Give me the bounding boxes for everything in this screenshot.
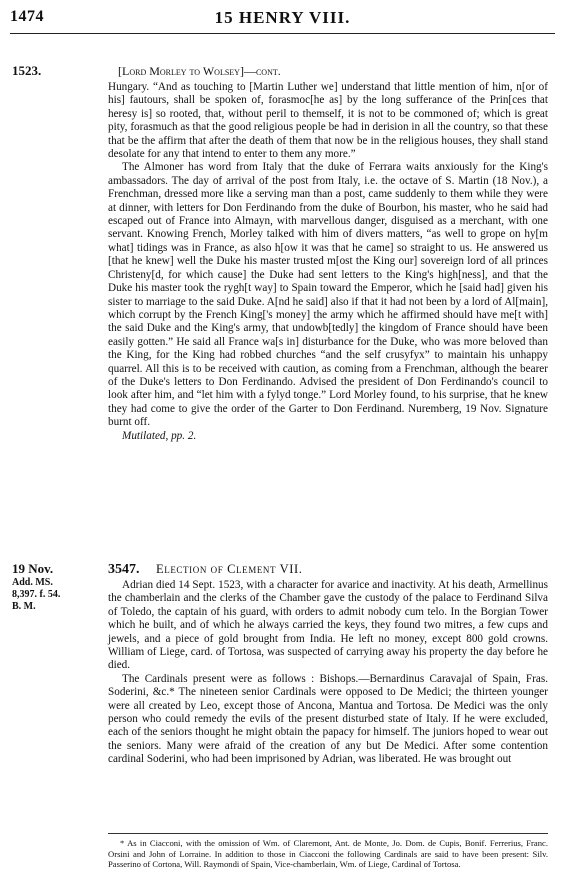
paragraph: The Cardinals present were as follows : Bishops.—Bernardinus Caravajal of Spain, Fras. Soderini, &c.* The nineteen senior Cardinals were opposed to De Medici; the thirteen younger were all created by Leo, except those of Ancona, Mantua and Tortosa. De Medici was the only person who could remedy the evils of the present disturbed state of Italy. If he were excluded, each of the seniors thought he might obtain the papacy for himself. The juniors hoped to wear out the seniors. Many were afraid of the creation of any but De Medici. After some contention cardinal Soderini, who had been imprisoned by Adrian, was liberated. He was brought out: [108, 672, 548, 766]
entry-ref-line: Add. MS.: [12, 577, 53, 588]
section-morley-letter: [108, 81, 548, 443]
footnote-rule: [108, 833, 548, 834]
section-election: [108, 579, 548, 767]
footnote: * As in Ciacconi, with the omission of Wm. of Claremont, Ant. de Monte, Jo. Dom. de Cupis, Bonif. Ferrerius, Franc. Orsini and John of Lorraine. In addition to those in Ciacconi the following Cardinals are said to have been present: Silv. Passerino of Cortona, Will. Raymondi of Spain, Vice-chamberlain, Wm. of Liege, Cardinal of Tortosa.: [108, 838, 548, 870]
margin-entry-info: [12, 562, 92, 613]
page-header: [10, 8, 555, 32]
running-head: 15 HENRY VIII.: [214, 8, 351, 27]
entry-date: 19 Nov.: [12, 561, 54, 576]
paragraph: Hungary. “And as touching to [Martin Luther we] understand that little mention of him, n[or of his] fautours, shall be spoken of, forasmoc[he as] by the long sufferance of the Prin[ces that heresy is] so rooted, that, without peril to themself, it is not to be commoned of; which is great pity, forasmuch as that the good religious people be had in derision in all the country, so that these that be the affirm that after the death of them that now be in the religious houses, they shall stand desolate for any that intend to enter to them any more.”: [108, 81, 548, 161]
entry-ref-line: B. M.: [12, 601, 36, 612]
entry-heading: [108, 562, 548, 578]
header-rule: [10, 33, 555, 34]
page-number: 1474: [10, 8, 44, 25]
entry-number: 3547.: [108, 562, 140, 577]
mutilated-note: Mutilated, pp. 2.: [122, 429, 197, 442]
paragraph: Adrian died 14 Sept. 1523, with a character for avarice and inactivity. At his death, Armellinus the chamberlain and the clerks of the Chamber gave the custody of the palace to Ferdinand Silva of Toledo, the captain of his guard, with orders to admit nobody cum telo. In the Borgian Tower which he built, and of which he always carried the keys, they found two mitres, a few cups and jewels, and a piece of gold brought from India. He left no money, except 800 gold crowns. William of Liege, card. of Tortosa, was suspected of carrying away his property the day before he died.: [108, 579, 548, 672]
entry-title: Election of Clement VII.: [156, 562, 303, 576]
paragraph: The Almoner has word from Italy that the duke of Ferrara waits anxiously for the King's ambassadors. The day of arrival of the post from Italy, i.e. the octave of S. Martin (18 Nov.), a Frenchman, dressed more like a serving man than a post, came suddenly to them while they were at dinner, with letters for Don Ferdinando from the duke of Bourbon, his master, who he said had escaped out of France into Almayn, with marvellous danger, disguised as a merchant, with one servant. Knowing French, Morley talked with him of divers matters, “as well to grope on hy[m what] tidings was in France, as also h[ow it was that he came] so straight to us. He answered us [that he knew] well the Duke his master trusted m[ost the King our] sovereign lord of all princes Christeny[d, for which cause] the Duke had sent letters to the King's high[ness], and that the Duke his master took the rygh[t way] to Spain toward the Emperor, which he [said had] given his sister to marriage to the said Duke. A[nd he said] also if that it had not been by a lord of Al[main], which corrupt by the French King['s money] the army which he affirmed should have me[t with] the said Duke and the King's army, that undowb[tedly] the kingdom of France should have been easily gotten.” He said all France wa[s in] disturbance for the Duke, who was more beloved than the King, for the King had robbed churches “and the self crusyfyx” to maintain his unhappy quarrel. All this is to be received with caution, as coming from a Frenchman, although the bearer of the Duke's letters to Don Ferdinando. Advised the president of Don Ferdinando's council to look after him, and “let him with a fylyd tonge.” Lord Morley found, to his surprise, that he knew they had come to give the order of the Garter to Don Ferdinand. Nuremberg, 19 Nov. Signature burnt off.: [108, 161, 548, 429]
entry-ref-line: 8,397. f. 54.: [12, 589, 61, 600]
continuation-heading: [Lord Morley to Wolsey]—cont.: [118, 64, 281, 78]
margin-year: 1523.: [12, 63, 42, 78]
